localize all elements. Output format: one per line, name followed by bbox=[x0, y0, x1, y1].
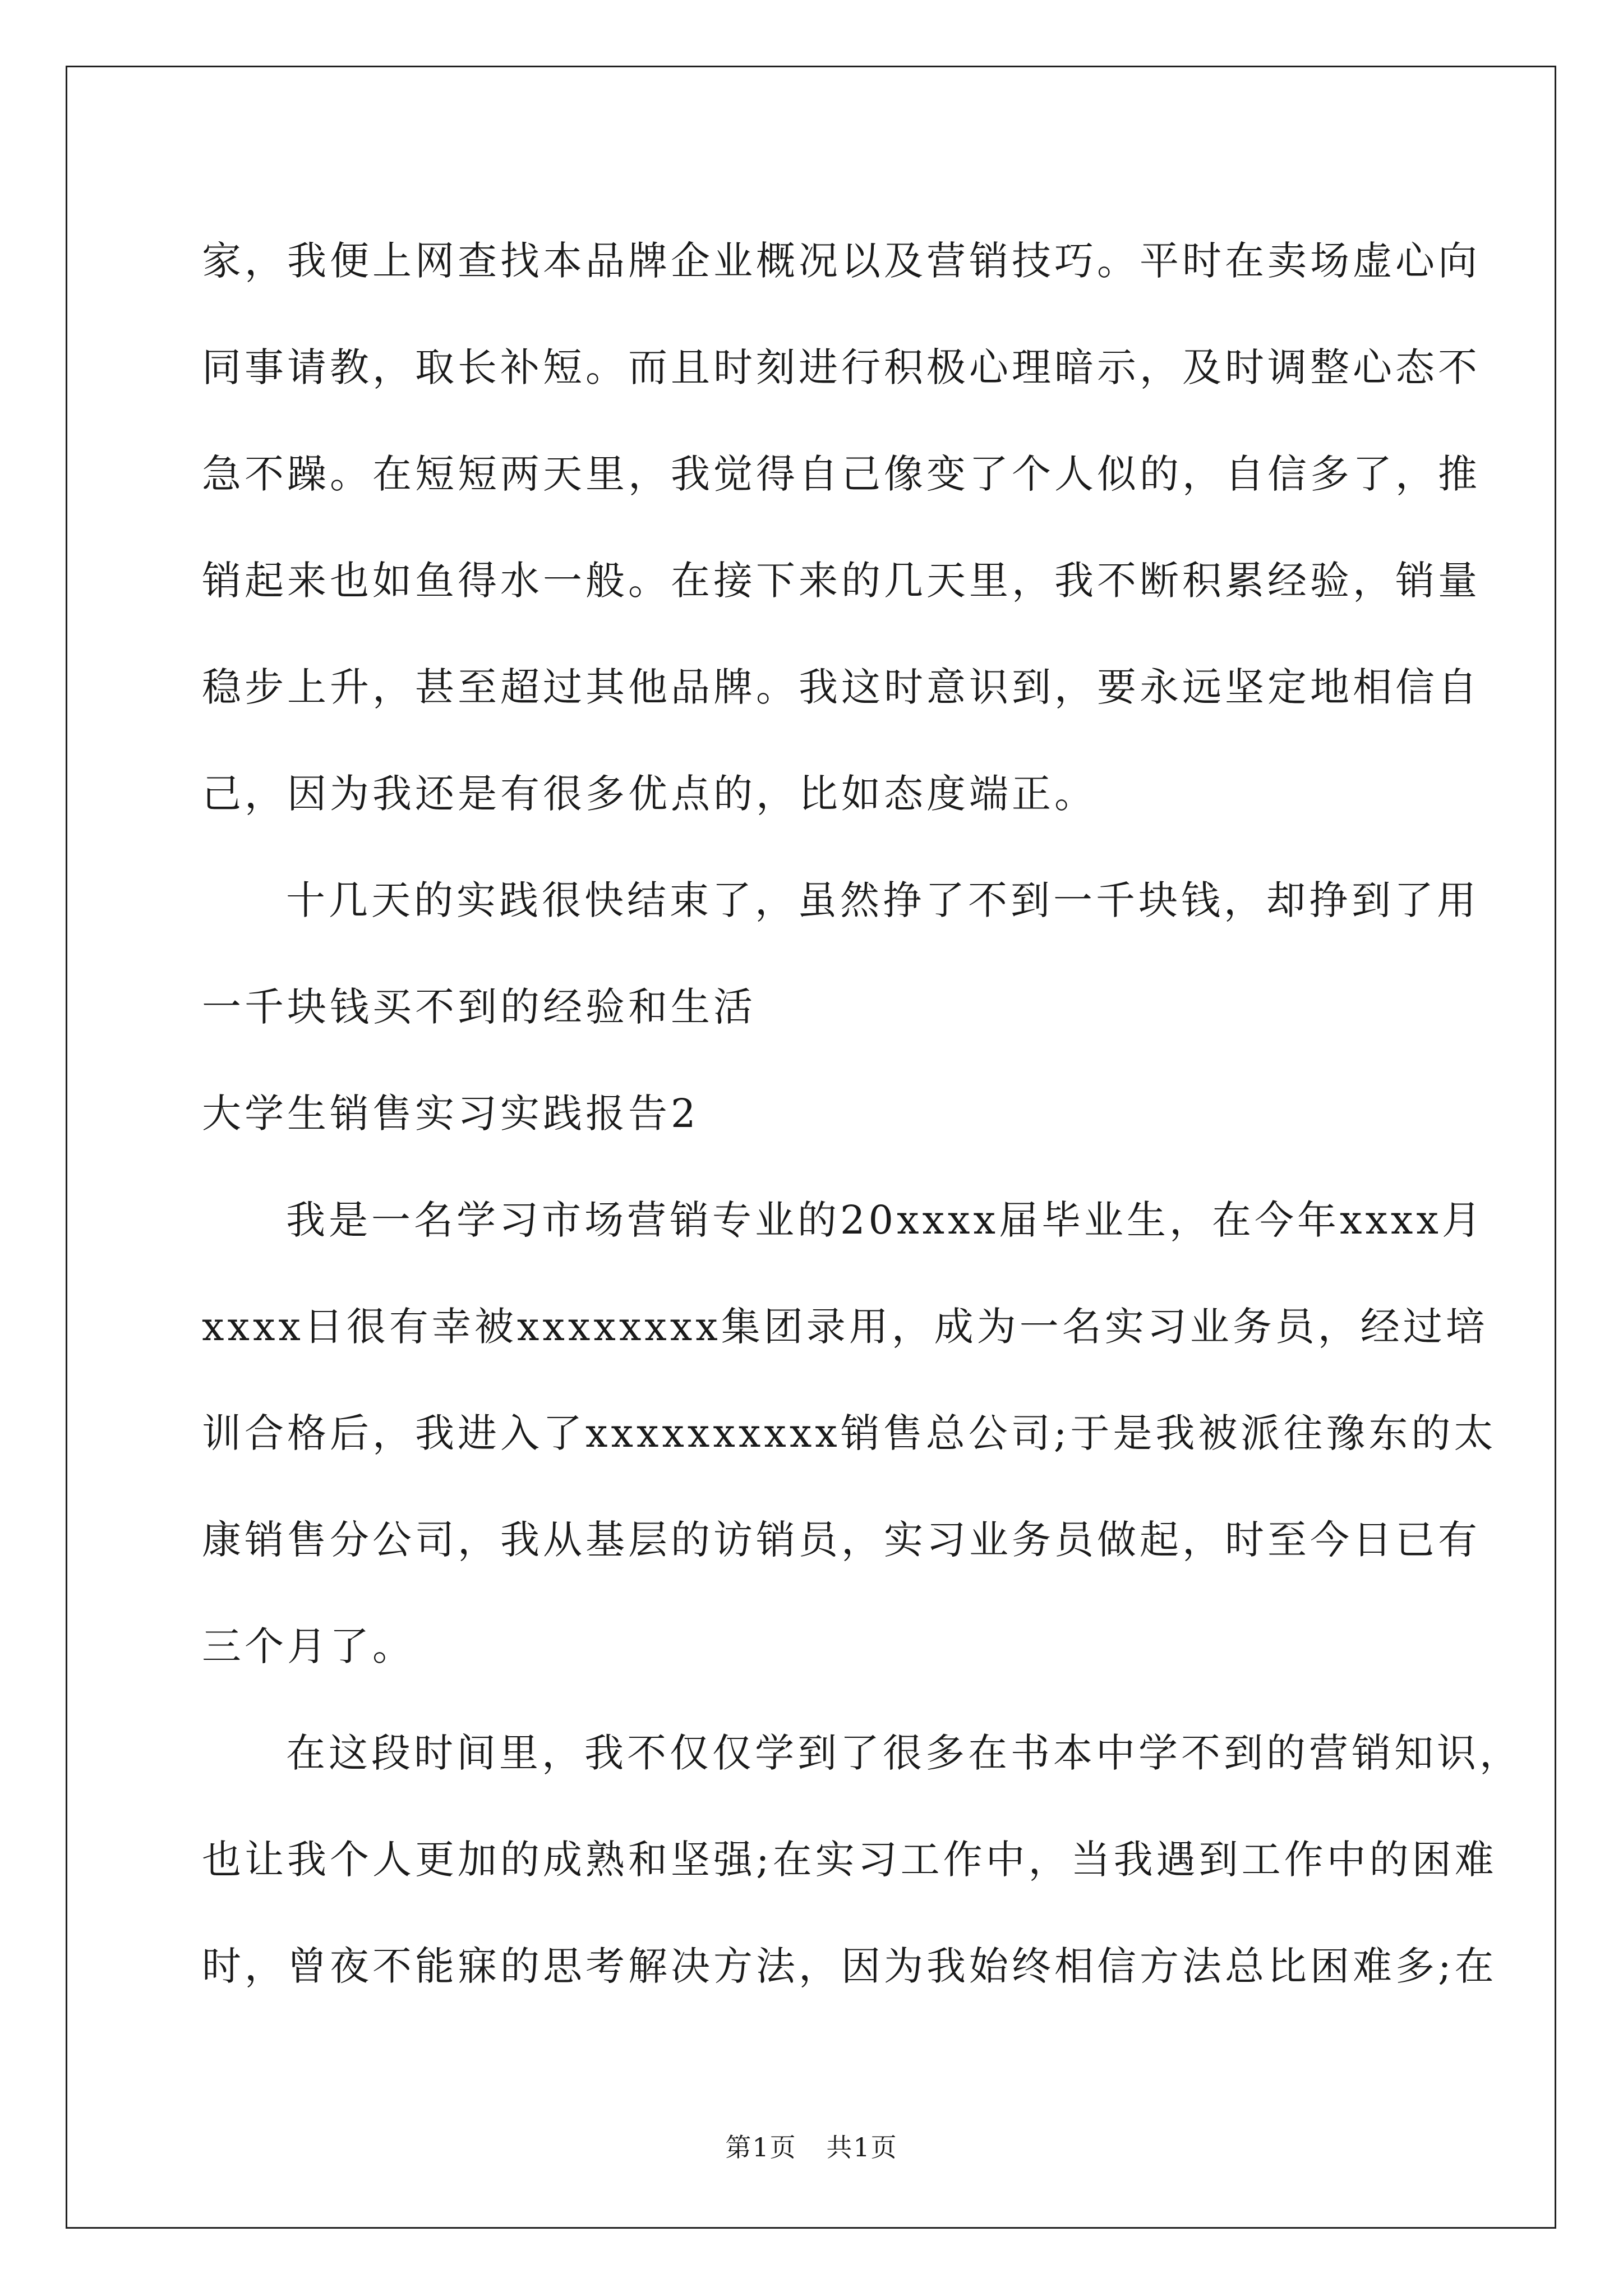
paragraph-3-line-1: 我是一名学习市场营销专业的20xxxx届毕业生，在今年xxxx月 bbox=[286, 1197, 1484, 1243]
paragraph-4-line-2: 也让我个人更加的成熟和坚强;在实习工作中，当我遇到工作中的困难 bbox=[202, 1837, 1497, 1883]
page-footer bbox=[0, 2131, 1623, 2164]
paragraph-4-line-1: 在这段时间里，我不仅仅学到了很多在书本中学不到的营销知识， bbox=[286, 1730, 1522, 1776]
paragraph-1-line-5: 稳步上升，甚至超过其他品牌。我这时意识到，要永远坚定地相信自 bbox=[202, 664, 1481, 710]
page-number-total: 共1页 bbox=[826, 2132, 898, 2162]
page-number-current: 第1页 bbox=[725, 2132, 797, 2162]
section-heading: 大学生销售实习实践报告2 bbox=[202, 1091, 699, 1137]
paragraph-3-line-4: 康销售分公司，我从基层的访销员，实习业务员做起，时至今日已有 bbox=[202, 1517, 1481, 1563]
paragraph-2-line-2: 一千块钱买不到的经验和生活 bbox=[202, 984, 756, 1030]
paragraph-1-line-2: 同事请教，取长补短。而且时刻进行积极心理暗示，及时调整心态不 bbox=[202, 344, 1481, 390]
document-body bbox=[202, 208, 1522, 2019]
paragraph-2-line-1: 十几天的实践很快结束了，虽然挣了不到一千块钱，却挣到了用 bbox=[286, 877, 1479, 923]
paragraph-3-line-5: 三个月了。 bbox=[202, 1623, 415, 1669]
paragraph-3-line-3: 训合格后，我进入了xxxxxxxxxx销售总公司;于是我被派往豫东的太 bbox=[202, 1410, 1497, 1456]
paragraph-1-line-1: 家，我便上网查找本品牌企业概况以及营销技巧。平时在卖场虚心向 bbox=[202, 238, 1481, 284]
paragraph-3-line-2: xxxx日很有幸被xxxxxxxx集团录用，成为一名实习业务员，经过培 bbox=[202, 1304, 1488, 1350]
paragraph-1-line-3: 急不躁。在短短两天里，我觉得自己像变了个人似的，自信多了，推 bbox=[202, 451, 1481, 497]
paragraph-1-line-4: 销起来也如鱼得水一般。在接下来的几天里，我不断积累经验，销量 bbox=[202, 558, 1481, 604]
paragraph-1-line-6: 己，因为我还是有很多优点的，比如态度端正。 bbox=[202, 771, 1097, 817]
paragraph-4-line-3: 时，曾夜不能寐的思考解决方法，因为我始终相信方法总比困难多;在 bbox=[202, 1943, 1497, 1989]
